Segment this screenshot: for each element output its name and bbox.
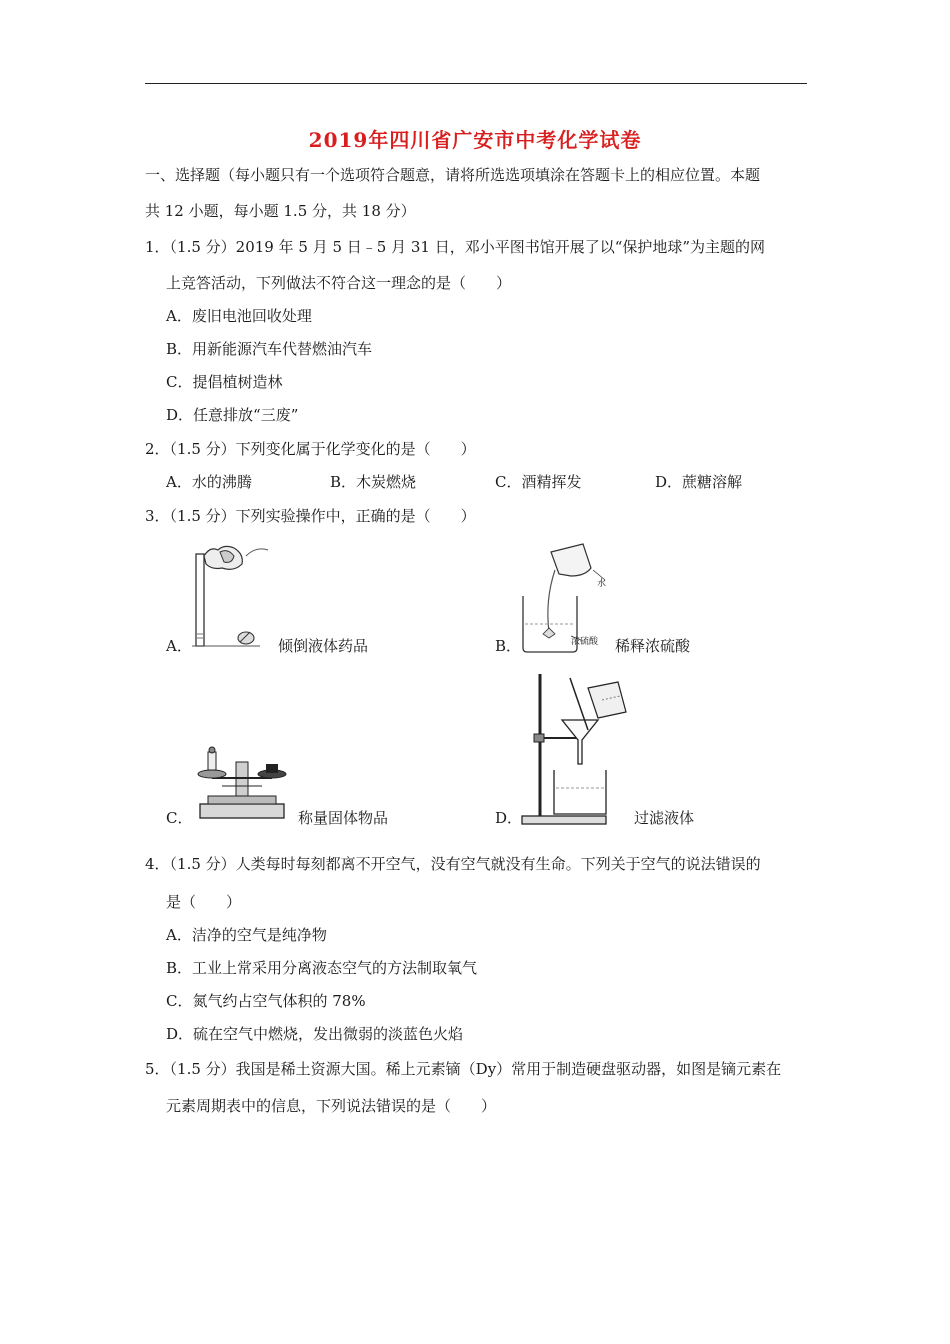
q4-option-b[interactable]: B．工业上常采用分离液态空气的方法制取氧气	[166, 959, 478, 977]
page-title: 2019年四川省广安市中考化学试卷	[308, 128, 642, 152]
q3-option-b-caption: 稀释浓硫酸	[615, 637, 691, 655]
q3-option-d-letter[interactable]: D．	[495, 809, 523, 827]
q1-option-d[interactable]: D．任意排放“三废”	[166, 406, 299, 424]
section-heading-line2: 共 12 小题，每小题 1.5 分，共 18 分）	[145, 202, 416, 220]
q4-option-d[interactable]: D．硫在空气中燃烧，发出微弱的淡蓝色火焰	[166, 1025, 464, 1043]
q4-stem-line2: 是（ ）	[166, 893, 242, 911]
q3-option-d-caption: 过滤液体	[634, 809, 695, 827]
q1-stem-line2: 上竞答活动，下列做法不符合这一理念的是（ ）	[166, 274, 512, 292]
q3-option-a-caption: 倾倒液体药品	[278, 637, 369, 655]
q5-stem-line1: 5．（1.5 分）我国是稀土资源大国。稀上元素镝（Dy）常用于制造硬盘驱动器，如图是镝元素在	[145, 1060, 782, 1078]
q2-option-c[interactable]: C．酒精挥发	[495, 473, 582, 491]
q3-option-c-letter[interactable]: C．	[166, 809, 193, 827]
q2-stem: 2．（1.5 分）下列变化属于化学变化的是（ ）	[145, 440, 476, 458]
pouring-liquid-figure	[190, 538, 270, 650]
q2-option-d[interactable]: D．蔗糖溶解	[655, 473, 743, 491]
header-rule	[145, 83, 807, 84]
balance-figure	[192, 742, 292, 822]
q2-option-a[interactable]: A．水的沸腾	[166, 473, 252, 491]
filtration-figure	[518, 668, 633, 828]
q1-option-b[interactable]: B．用新能源汽车代替燃油汽车	[166, 340, 373, 358]
diluting-acid-figure	[515, 540, 615, 655]
q3-stem: 3．（1.5 分）下列实验操作中，正确的是（ ）	[145, 507, 476, 525]
acid-label: 浓硫酸	[571, 637, 599, 647]
q1-option-a[interactable]: A．废旧电池回收处理	[166, 307, 312, 325]
q5-stem-line2: 元素周期表中的信息，下列说法错误的是（ ）	[166, 1097, 497, 1115]
q3-option-b-letter[interactable]: B．	[495, 637, 522, 655]
q1-stem-line1: 1．（1.5 分）2019 年 5 月 5 日﹣5 月 31 日，邓小平图书馆开展了以“保护地球”为主题的网	[145, 238, 766, 256]
section-heading-line1: 一、选择题（每小题只有一个选项符合题意，请将所选选项填涂在答题卡上的相应位置。本题	[145, 166, 761, 184]
q4-option-a[interactable]: A．洁净的空气是纯净物	[166, 926, 327, 944]
q1-option-c[interactable]: C．提倡植树造林	[166, 373, 283, 391]
water-label: 水	[597, 579, 607, 589]
q2-option-b[interactable]: B．木炭燃烧	[330, 473, 417, 491]
q3-option-a-letter[interactable]: A．	[166, 637, 192, 655]
q3-option-c-caption: 称量固体物品	[298, 809, 389, 827]
q4-stem-line1: 4．（1.5 分）人类每时每刻都离不开空气，没有空气就没有生命。下列关于空气的说法错误的	[145, 855, 761, 873]
q4-option-c[interactable]: C．氮气约占空气体积的 78%	[166, 992, 366, 1010]
